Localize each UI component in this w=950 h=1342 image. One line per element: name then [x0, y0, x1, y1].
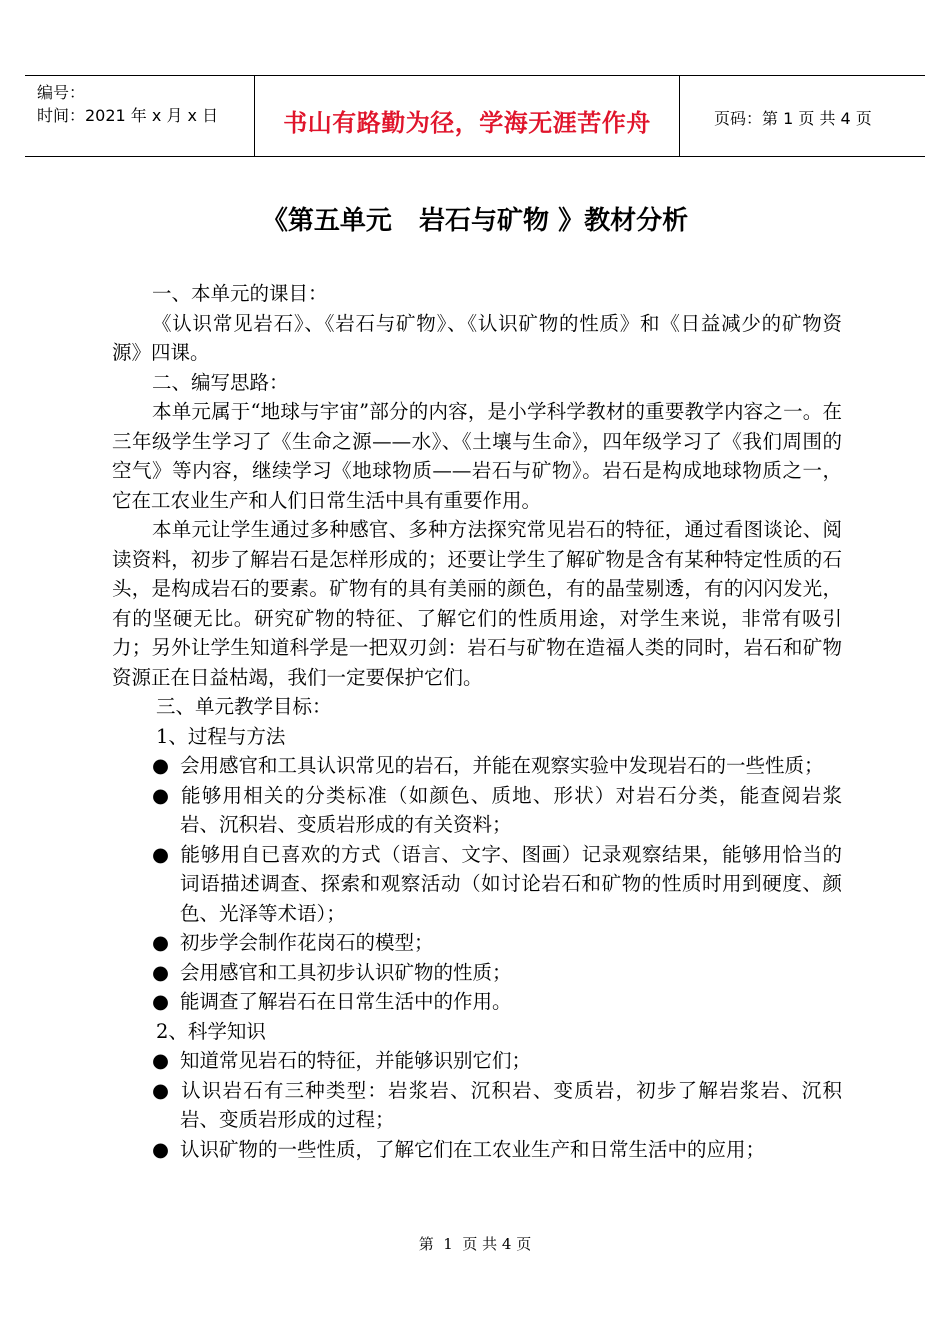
goal-heading-science-knowledge: 2、科学知识	[156, 1019, 266, 1043]
goal-list-science-knowledge	[112, 1046, 842, 1164]
bullet-item-text: 能够用相关的分类标准（如颜色、质地、形状）对岩石分类，能查阅岩浆岩、沉积岩、变质岩形成的有关资料；	[180, 783, 842, 836]
header-left-cell	[25, 76, 255, 156]
bullet-icon: ●	[152, 783, 170, 807]
approach-paragraph-1: 本单元属于“地球与宇宙”部分的内容，是小学科学教材的重要教学内容之一。在三年级学生学习了《生命之源——水》、《土壤与生命》，四年级学习了《我们周围的空气》等内容，继续学习《地球物质——岩石与矿物》。岩石是构成地球物质之一，它在工农业生产和人们日常生活中具有重要作用。	[112, 400, 842, 512]
page-header	[25, 75, 925, 157]
bullet-icon: ●	[152, 1049, 170, 1072]
section-heading-approach: 二、编写思路：	[152, 370, 289, 394]
goal-list-process-method	[112, 751, 842, 1017]
courses-paragraph: 《认识常见岩石》、《岩石与矿物》、《认识矿物的性质》和《日益减少的矿物资源》四课。	[112, 311, 842, 364]
bullet-list-item	[152, 987, 842, 1017]
bullet-item-text: 初步学会制作花岗石的模型；	[180, 931, 434, 954]
bullet-icon: ●	[152, 931, 170, 954]
bullet-item-text: 认识岩石有三种类型：岩浆岩、沉积岩、变质岩，初步了解岩浆岩、沉积岩、变质岩形成的过程；	[180, 1078, 842, 1131]
bullet-icon: ●	[152, 990, 170, 1013]
section-heading-goals: 三、单元教学目标：	[156, 695, 332, 718]
document-body	[112, 279, 842, 1164]
document-time-label: 时间：2021 年 x 月 x 日	[37, 106, 219, 125]
approach-paragraph-2: 本单元让学生通过多种感官、多种方法探究常见岩石的特征，通过看图谈论、阅读资料，初步了解岩石是怎样形成的；还要让学生了解矿物是含有某种特定性质的石头，是构成岩石的要素。矿物有的具有美丽的颜色，有的晶莹剔透，有的闪闪发光，有的坚硬无比。研究矿物的特征、了解它们的性质用途，对学生来说，非常有吸引力；另外让学生知道科学是一把双刃剑：岩石与矿物在造福人类的同时，岩石和矿物资源正在日益枯竭，我们一定要保护它们。	[112, 518, 842, 689]
header-middle-cell	[255, 76, 680, 156]
bullet-icon: ●	[152, 1078, 170, 1102]
bullet-item-text: 会用感官和工具认识常见的岩石，并能在观察实验中发现岩石的一些性质；	[180, 754, 824, 777]
bullet-item-text: 知道常见岩石的特征，并能够识别它们；	[180, 1049, 532, 1072]
bullet-list-item	[152, 751, 842, 781]
page-footer: 第 1 页 共 4 页	[418, 1235, 532, 1253]
bullet-icon: ●	[152, 842, 170, 866]
bullet-list-item	[152, 840, 842, 929]
bullet-item-text: 能调查了解岩石在日常生活中的作用。	[180, 990, 512, 1013]
bullet-list-item	[152, 928, 842, 958]
bullet-list-item	[152, 1135, 842, 1165]
section-heading-courses: 一、本单元的课目：	[152, 282, 328, 305]
bullet-item-text: 会用感官和工具初步认识矿物的性质；	[180, 960, 512, 984]
bullet-list-item	[152, 1076, 842, 1135]
header-right-cell	[680, 76, 925, 156]
document-title: 《第五单元 岩石与矿物 》教材分析	[261, 206, 689, 236]
header-page-info: 页码：第 1 页 共 4 页	[714, 109, 872, 128]
bullet-item-text: 认识矿物的一些性质，了解它们在工农业生产和日常生活中的应用；	[180, 1137, 766, 1161]
goal-heading-process-method: 1、过程与方法	[156, 724, 286, 748]
bullet-icon: ●	[152, 1137, 170, 1161]
document-number-label: 编号：	[37, 83, 86, 102]
bullet-icon: ●	[152, 754, 170, 777]
bullet-icon: ●	[152, 960, 170, 984]
bullet-list-item	[152, 781, 842, 840]
bullet-item-text: 能够用自已喜欢的方式（语言、文字、图画）记录观察结果，能够用恰当的词语描述调查、探索和观察活动（如讨论岩石和矿物的性质时用到硬度、颜色、光泽等术语）；	[180, 842, 842, 925]
header-motto: 书山有路勤为径，学海无涯苦作舟	[283, 109, 651, 137]
bullet-list-item	[152, 958, 842, 988]
bullet-list-item	[152, 1046, 842, 1076]
